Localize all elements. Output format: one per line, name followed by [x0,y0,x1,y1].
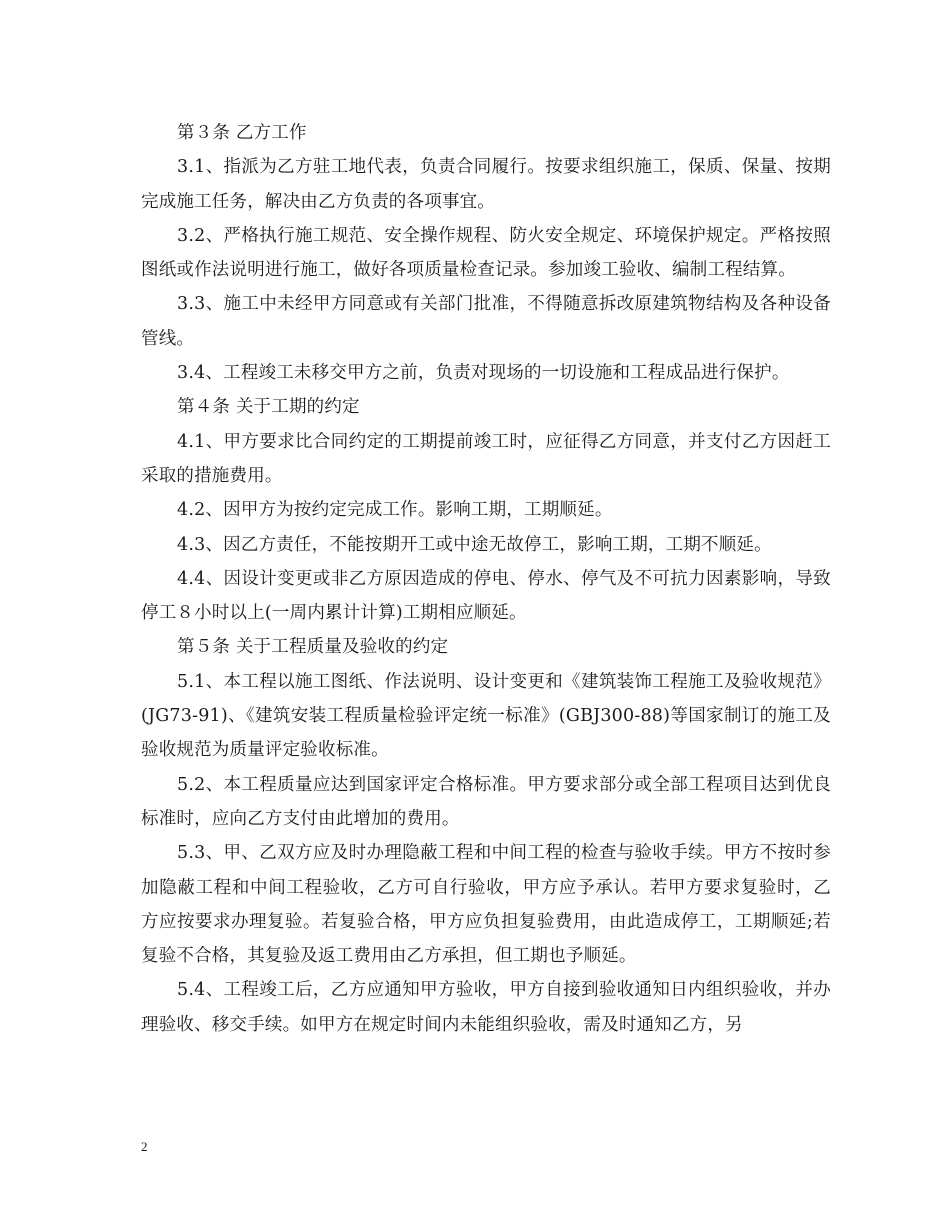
heading-article-5: 第５条 关于工程质量及验收的约定 [177,637,449,658]
document-body [141,116,831,1042]
paragraph-3-3: 3.3、施工中未经甲方同意或有关部门批准，不得随意拆改原建筑物结构及各种设备管线。 [141,294,831,349]
paragraph-4-3: 4.3、因乙方责任，不能按期开工或中途无故停工，影响工期，工期不顺延。 [177,534,772,555]
paragraph-3-4: 3.4、工程竣工未移交甲方之前，负责对现场的一切设施和工程成品进行保护。 [177,363,790,384]
paragraph-4-2: 4.2、因甲方为按约定完成工作。影响工期，工期顺延。 [177,500,613,521]
paragraph-3-1: 3.1、指派为乙方驻工地代表，负责合同履行。按要求组织施工，保质、保量、按期完成施工任务，解决由乙方负责的各项事宜。 [141,157,831,212]
heading-article-4: 第４条 关于工期的约定 [177,397,360,418]
paragraph-4-1: 4.1、甲方要求比合同约定的工期提前竣工时，应征得乙方同意，并支付乙方因赶工采取的措施费用。 [141,431,831,486]
paragraph-3-2: 3.2、严格执行施工规范、安全操作规程、防火安全规定、环境保护规定。严格按照图纸或作法说明进行施工，做好各项质量检查记录。参加竣工验收、编制工程结算。 [141,225,831,281]
paragraph-5-3: 5.3、甲、乙双方应及时办理隐蔽工程和中间工程的检查与验收手续。甲方不按时参加隐蔽工程和中间工程验收，乙方可自行验收，甲方应予承认。若甲方要求复验时，乙方应按要求办理复验。若复验合格，甲方应负担复验费用，由此造成停工，工期顺延;若复验不合格，其复验及返工费用由乙方承担，但工期也予顺延。 [141,843,831,967]
paragraph-5-4: 5.4、工程竣工后，乙方应通知甲方验收，甲方自接到验收通知日内组织验收，并办理验收、移交手续。如甲方在规定时间内未能组织验收，需及时通知乙方，另 [141,980,831,1035]
paragraph-4-4: 4.4、因设计变更或非乙方原因造成的停电、停水、停气及不可抗力因素影响，导致停工８小时以上(一周内累计计算)工期相应顺延。 [141,568,831,624]
paragraph-5-1: 5.1、本工程以施工图纸、作法说明、设计变更和《建筑装饰工程施工及验收规范》(JG73-91)、《建筑安装工程质量检验评定统一标准》(GBJ300-88)等国家制订的施工及验收规范为质量评定验收标准。 [141,671,831,761]
page-number: 2 [141,1139,148,1154]
heading-article-3: 第３条 乙方工作 [177,123,307,143]
paragraph-5-2: 5.2、本工程质量应达到国家评定合格标准。甲方要求部分或全部工程项目达到优良标准时，应向乙方支付由此增加的费用。 [141,774,831,829]
